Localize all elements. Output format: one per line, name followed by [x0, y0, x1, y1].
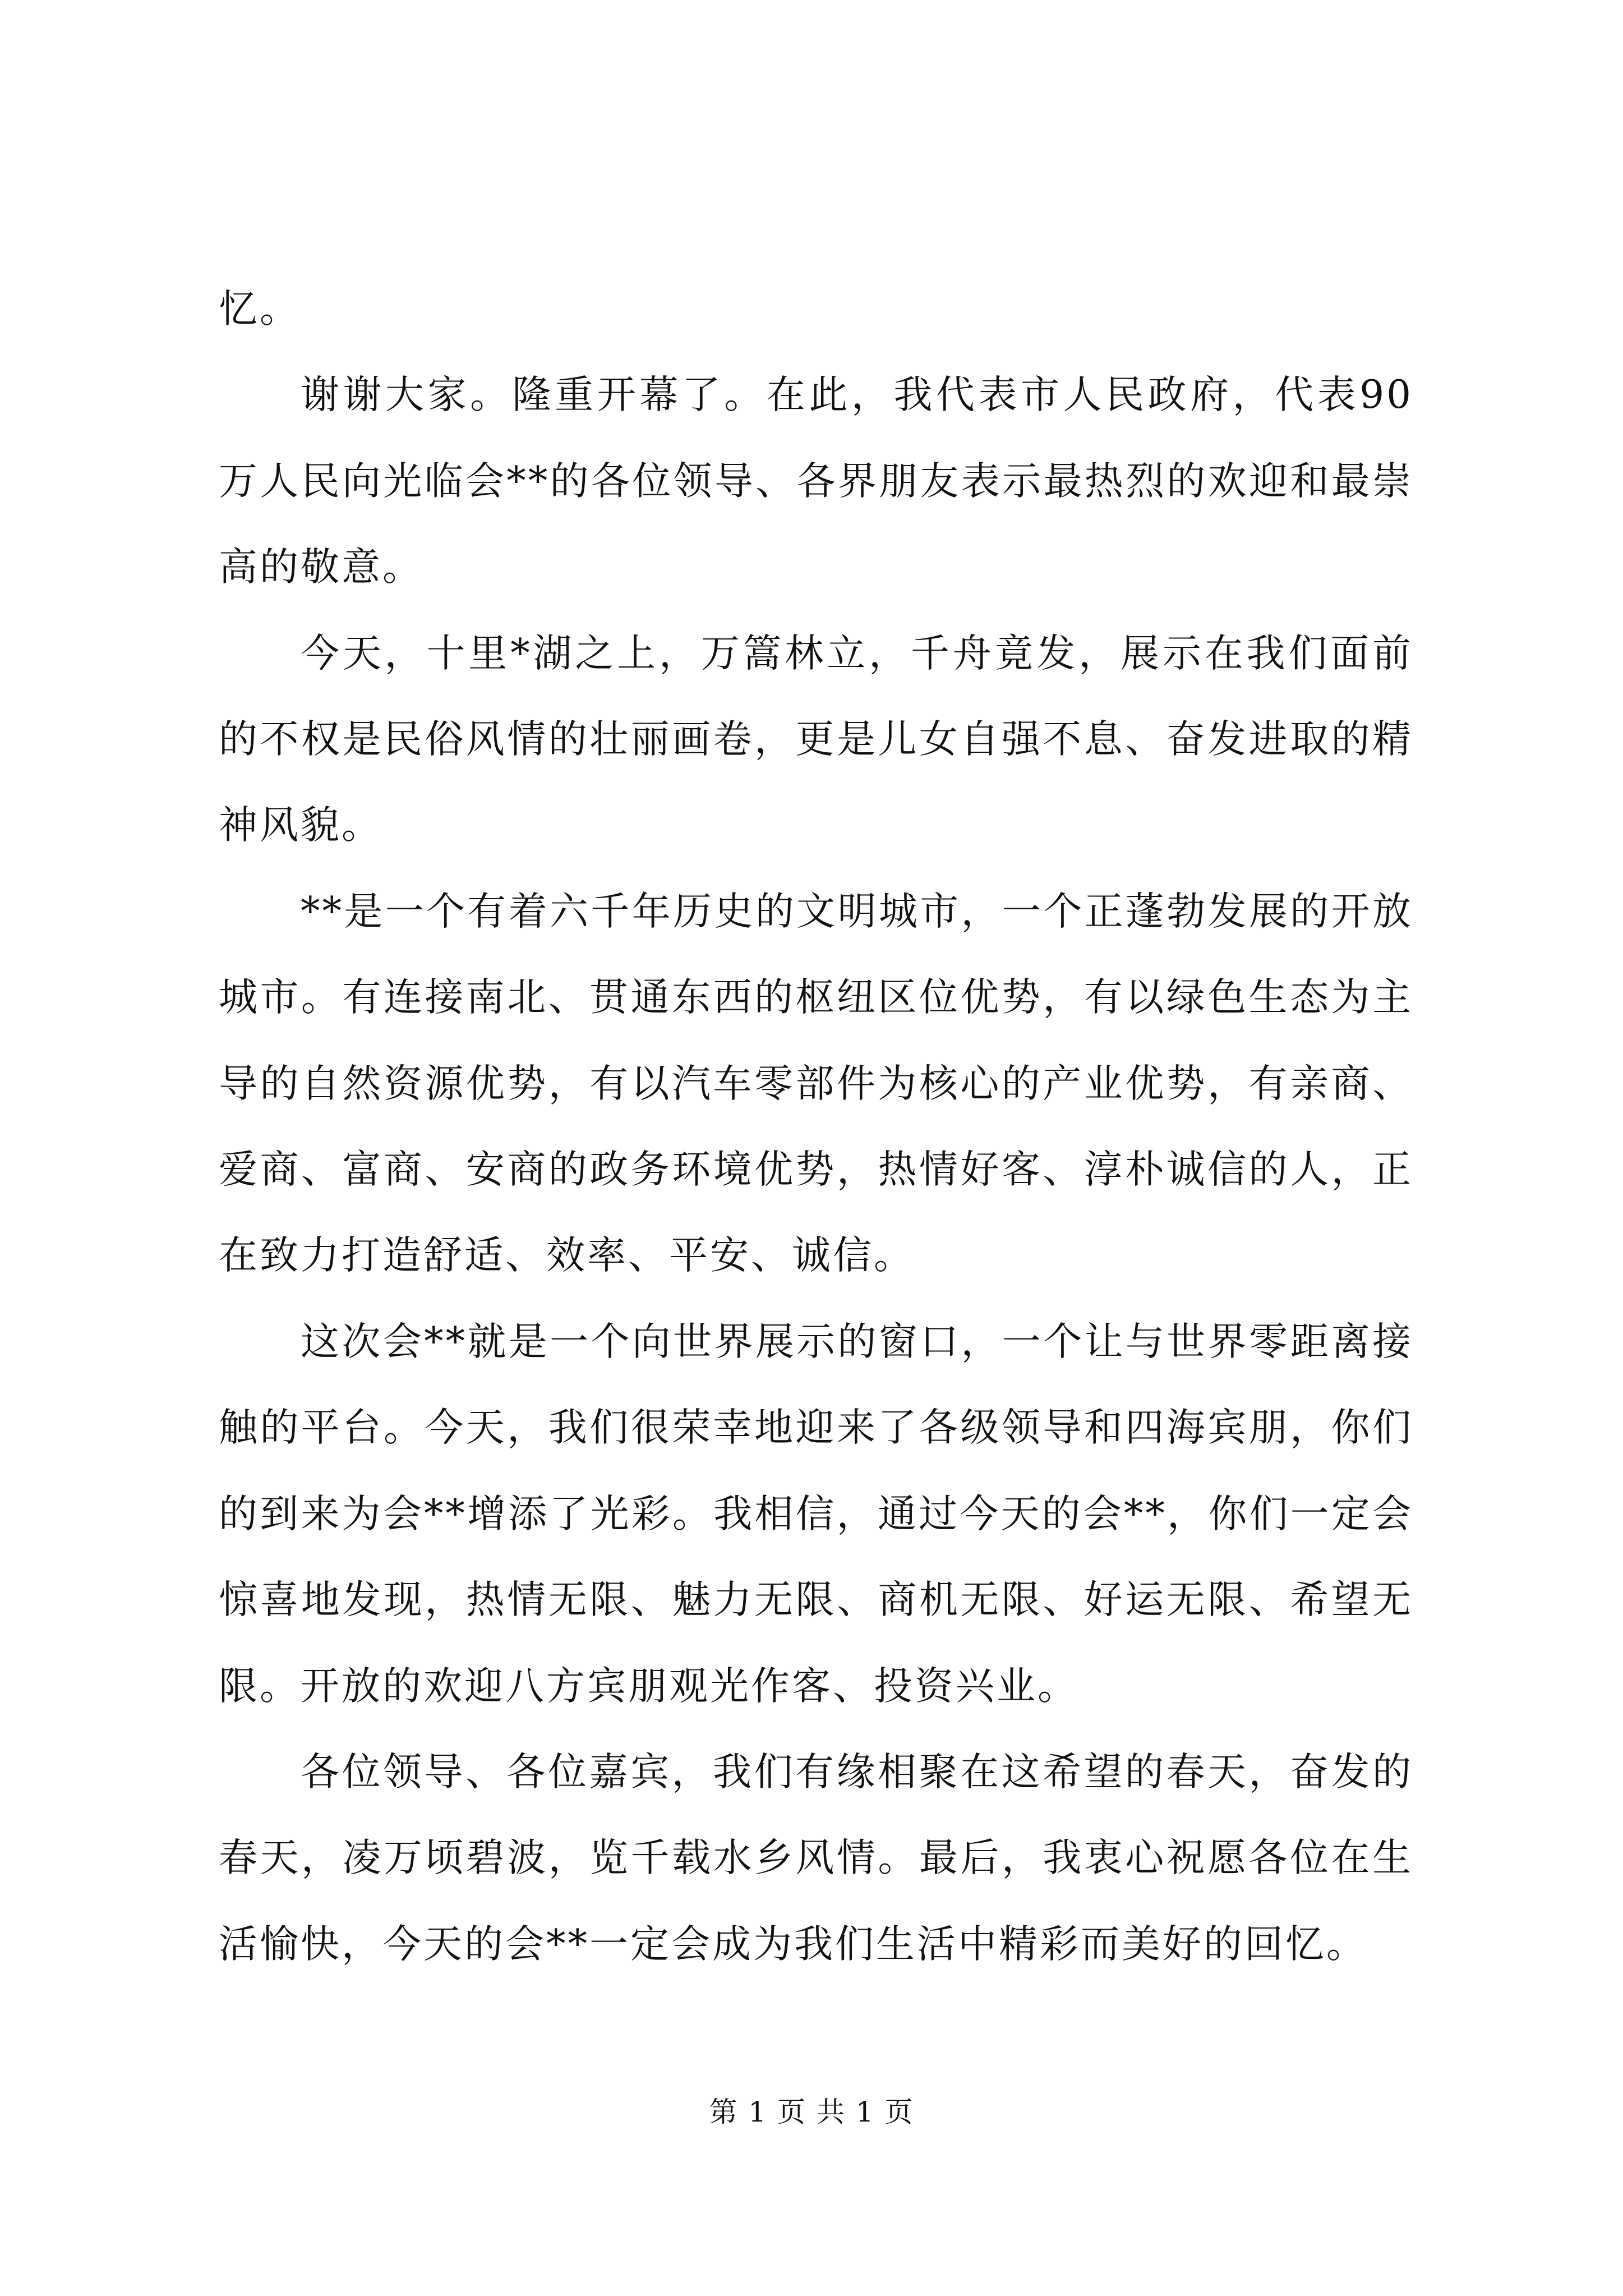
- paragraph-window: 这次会**就是一个向世界展示的窗口，一个让与世界零距离接触的平台。今天，我们很荣幸地迎来了各级领导和四海宾朋，你们的到来为会**增添了光彩。我相信，通过今天的会**，你们一定会惊喜地发现，热情无限、魅力无限、商机无限、好运无限、希望无限。开放的欢迎八方宾朋观光作客、投资兴业。: [219, 1319, 1413, 1709]
- document-body: [219, 266, 1413, 1987]
- paragraph-welcome: 谢谢大家。隆重开幕了。在此，我代表市人民政府，代表90万人民向光临会**的各位领导、各界朋友表示最热烈的欢迎和最崇高的敬意。: [219, 372, 1413, 590]
- paragraph-closing: 各位领导、各位嘉宾，我们有缘相聚在这希望的春天，奋发的春天，凌万顷碧波，览千载水乡风情。最后，我衷心祝愿各位在生活愉快，今天的会**一定会成为我们生活中精彩而美好的回忆。: [219, 1749, 1413, 1967]
- paragraph-continuation: 忆。: [219, 287, 301, 332]
- paragraph-today: 今天，十里*湖之上，万篙林立，千舟竟发，展示在我们面前的不权是民俗风情的壮丽画卷，更是儿女自强不息、奋发进取的精神风貌。: [219, 631, 1413, 848]
- paragraph-city-intro: **是一个有着六千年历史的文明城市，一个正蓬勃发展的开放城市。有连接南北、贯通东西的枢纽区位优势，有以绿色生态为主导的自然资源优势，有以汽车零部件为核心的产业优势，有亲商、爱商、富商、安商的政务环境优势，热情好客、淳朴诚信的人，正在致力打造舒适、效率、平安、诚信。: [219, 889, 1413, 1278]
- page-footer: 第 1 页 共 1 页: [709, 2096, 914, 2128]
